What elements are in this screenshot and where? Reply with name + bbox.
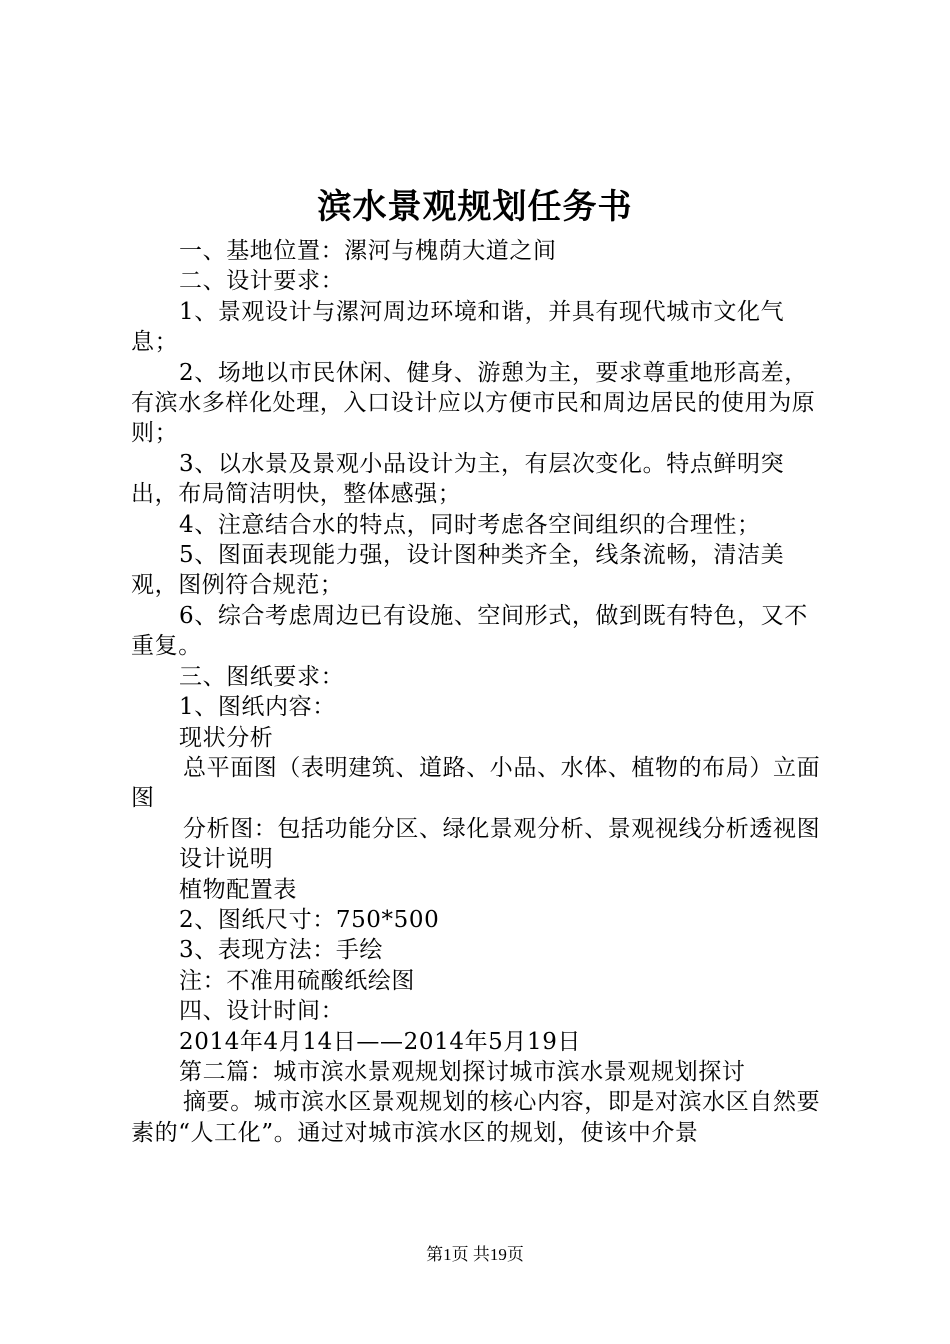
document-body [131, 236, 831, 1148]
paragraph-plant-table: 植物配置表 [179, 876, 297, 903]
paragraph-requirement-4: 4、注意结合水的特点，同时考虑各空间组织的合理性； [179, 511, 761, 538]
paragraph-requirement-6: 6、综合考虑周边已有设施、空间形式，做到既有特色，又不重复。 [131, 602, 808, 660]
paragraph-master-plan: 总平面图（表明建筑、道路、小品、水体、植物的布局）立面图 [131, 754, 821, 812]
paragraph-presentation-method: 3、表现方法：手绘 [179, 937, 384, 964]
paragraph-design-time-heading: 四、设计时间： [179, 998, 345, 1025]
paragraph-note: 注：不准用硫酸纸绘图 [179, 967, 415, 994]
paragraph-requirement-5: 5、图面表现能力强，设计图种类齐全，线条流畅，清洁美观，图例符合规范； [131, 542, 785, 599]
paragraph-analysis-drawings: 分析图：包括功能分区、绿化景观分析、景观视线分析透视图 [183, 815, 821, 842]
paragraph-design-notes: 设计说明 [179, 846, 274, 873]
document-title: 滨水景观规划任务书 [317, 187, 633, 227]
paragraph-drawing-size: 2、图纸尺寸：750*500 [179, 906, 440, 933]
paragraph-drawing-content: 1、图纸内容： [179, 694, 336, 721]
paragraph-second-article: 第二篇：城市滨水景观规划探讨城市滨水景观规划探讨 [179, 1058, 746, 1085]
page-number: 第1页 共19页 [426, 1245, 524, 1264]
paragraph-requirement-1: 1、景观设计与漯河周边环境和谐，并具有现代城市文化气息； [131, 298, 785, 356]
paragraph-abstract: 摘要。城市滨水区景观规划的核心内容，即是对滨水区自然要素的“人工化”。通过对城市滨水区的规划，使该中介景 [131, 1089, 821, 1146]
paragraph-requirement-2: 2、场地以市民休闲、健身、游憩为主，要求尊重地形高差，有滨水多样化处理，入口设计应以方便市民和周边居民的使用为原则； [131, 359, 816, 447]
paragraph-drawing-requirements-heading: 三、图纸要求： [179, 663, 345, 690]
paragraph-design-time: 2014年4月14日——2014年5月19日 [179, 1028, 582, 1055]
paragraph-requirement-3: 3、以水景及景观小品设计为主，有层次变化。特点鲜明突出，布局简洁明快，整体感强； [131, 450, 785, 508]
paragraph-site-location: 一、基地位置：漯河与槐荫大道之间 [179, 238, 557, 264]
paragraph-status-analysis: 现状分析 [179, 724, 274, 751]
paragraph-design-requirements-heading: 二、设计要求： [179, 268, 345, 295]
